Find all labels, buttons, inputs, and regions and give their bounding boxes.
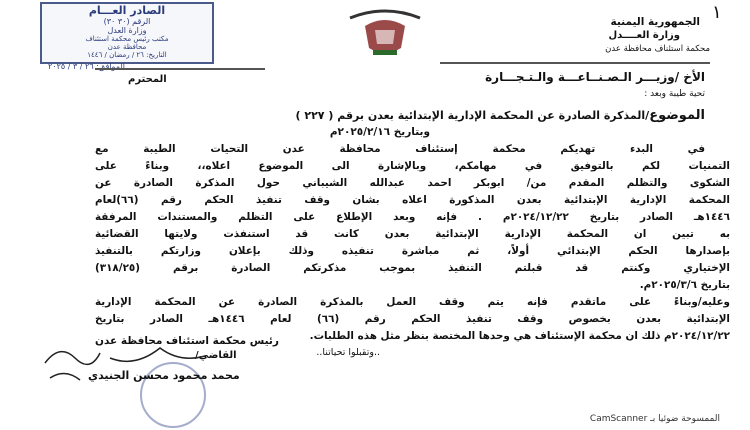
conclusion-line: وعليه/وبناءً على ماتقدم فإنه يتم وقف العمل بالمذكرة الصادرة عن المحكمة الإدارية: [95, 296, 730, 308]
body-line: ١٤٤٦هـ الصادر بتاريخ ٢٠٢٤/١٢/٢٢م . فإنه وبعد الإطلاع على التظلم والمستندات المرفقة: [95, 211, 730, 223]
yemen-emblem-logo: [345, 6, 425, 61]
body-line: به تبين ان المحكمة الإدارية الإبتدائية بعدن كانت قد استنفذت ولايتها القضائية: [95, 228, 730, 240]
stamp-body-2: مكتب رئيس محكمة استئناف: [85, 35, 169, 43]
stamp-body-1: وزارة العدل: [107, 26, 147, 35]
stamp-body-3: محافظة عدن: [107, 43, 147, 51]
page-number: ١: [712, 2, 722, 23]
handwritten-signature: [40, 338, 210, 392]
body-line: الشكوى والتظلم المقدم من/ ابوبكر احمد عبدالله الشيباني حول المذكرة الصادرة عن: [95, 177, 730, 189]
letterhead-country: الجمهورية اليمنية: [610, 16, 700, 28]
signature-role: القاضي/: [195, 350, 237, 361]
conclusion-line: الإبتدائية بعدن بخصوص وقف تنفيذ الحكم رقم (٦٦) لعام ١٤٤٦هـ الصادر بتاريخ: [95, 313, 730, 325]
conclusion-line: ٢٠٢٤/١٢/٢٢م ذلك ان محكمة الإستئناف هي وحدها المختصة بنظر مثل هذه الطلبات.: [309, 330, 730, 342]
stamp-date-greg: الموافق: ٢٦ / ٣ / ٢٠٢٥: [48, 62, 126, 71]
stamp-date-hijri: التاريخ: ٢٦ / رمضان / ١٤٤٦: [87, 51, 167, 59]
stamp-title: الصادر العـــام: [88, 4, 166, 17]
body-line: الإختياري وكنتم قد قبلتم التنفيذ بموجب مذكرتكم الصادرة برقم (٣١٨/٢٥): [95, 262, 730, 274]
addressee: الأخ /وزيـــر الـصـنــاعـــة والـتـجـــارة: [485, 70, 705, 84]
subject: [296, 108, 705, 123]
honorific: المحترم: [128, 74, 167, 85]
stamp-number: الرقم (٣٠ ٣٠): [103, 17, 151, 26]
body-line: في البدء تهديكم محكمة إستئناف محافظة عدن التحيات الطيبة مع: [95, 143, 705, 155]
letterhead-rule-right: [440, 62, 710, 64]
subject-text: /المذكرة الصادرة عن المحكمة الإدارية الإبتدائية بعدن برقم ( ٢٢٧ ): [295, 109, 650, 122]
body-line: بإصدارها الحكم الإبتدائي أولاً، ثم مباشرة تنفيذه وذلك بإعلان وزارتكم بالتنفيذ: [95, 245, 730, 257]
camscanner-watermark: الممسوحة ضوئيا بـ CamScanner: [589, 414, 720, 424]
signature-name: محمد محمود محسن الجنيدي: [88, 369, 240, 382]
body-line: المحكمة الإدارية الإبتدائية بعدن المذكورة اعلاه بشان وقف تنفيذ الحكم رقم (٦٦)لعام: [95, 194, 730, 206]
letterhead-ministry: وزارة العــــدل: [608, 30, 680, 41]
closing: ..وتقبلوا تحياتنا..: [316, 347, 380, 358]
letterhead-rule-left: [95, 68, 265, 70]
signature-title: رئيس محكمة استئناف محافظة عدن: [95, 335, 279, 347]
body-line: التمنيات لكم بالتوفيق في مهامكم، وبالإشارة الى الموضوع اعلاه،، وبناءً على: [95, 160, 730, 172]
outgoing-register-stamp: [40, 2, 214, 64]
greeting: تحية طيبة وبعد :: [644, 89, 705, 99]
subject-date: وبتاريخ ٢٠٢٥/٢/١٦م: [329, 126, 430, 138]
body-line: بتاريخ ٢٠٢٥/٣/٦م.: [639, 279, 730, 291]
subject-label: الموضوع: [649, 108, 705, 123]
letterhead-court: محكمة استئناف محافظة عدن: [605, 44, 710, 54]
